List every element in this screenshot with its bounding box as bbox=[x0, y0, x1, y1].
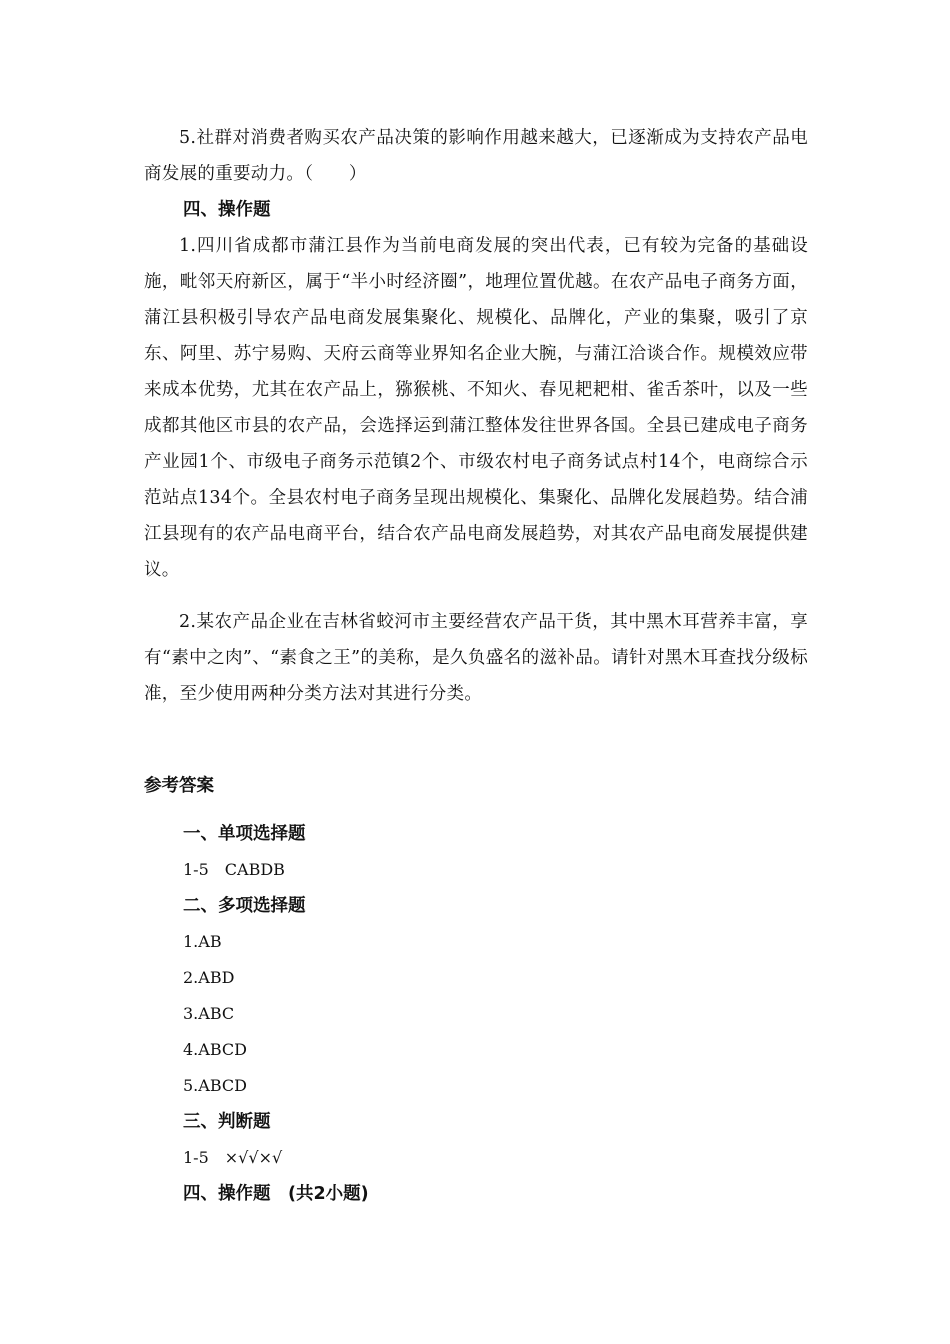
answer-key-title: 参考答案 bbox=[144, 776, 214, 796]
answer-item: 1.AB bbox=[183, 932, 222, 951]
operation-question-1: 1.四川省成都市蒲江县作为当前电商发展的突出代表，已有较为完备的基础设施，毗邻天府新区，属于“半小时经济圈”，地理位置优越。在农产品电子商务方面，蒲江县积极引导农产品电商发展集聚化、规模化、品牌化，产业的集聚，吸引了京东、阿里、苏宁易购、天府云商等业界知名企业大腕，与蒲江洽谈合作。规模效应带来成本优势，尤其在农产品上，猕猴桃、不知火、春见耙耙柑、雀舌茶叶，以及一些成都其他区市县的农产品，会选择运到蒲江整体发往世界各国。全县已建成电子商务产业园1个、市级电子商务示范镇2个、市级农村电子商务试点村14个，电商综合示范站点134个。全县农村电子商务呈现出规模化、集聚化、品牌化发展趋势。结合浦江县现有的农产品电商平台，结合农产品电商发展趋势，对其农产品电商发展提供建议。 bbox=[144, 236, 808, 580]
answer-item: 4.ABCD bbox=[183, 1040, 247, 1059]
section-4-heading: 四、操作题 bbox=[183, 200, 271, 220]
answer-section-4-heading: 四、操作题 (共2小题) bbox=[183, 1184, 369, 1204]
answer-section-2-heading: 二、多项选择题 bbox=[183, 896, 306, 916]
operation-question-2: 2.某农产品企业在吉林省蛟河市主要经营农产品干货，其中黑木耳营养丰富，享有“素中之肉”、“素食之王”的美称，是久负盛名的滋补品。请针对黑木耳查找分级标准，至少使用两种分类方法对其进行分类。 bbox=[144, 612, 808, 704]
answer-item: 2.ABD bbox=[183, 968, 235, 987]
answer-section-1-value: 1-5 CABDB bbox=[183, 860, 285, 879]
answer-item: 3.ABC bbox=[183, 1004, 235, 1023]
answer-section-3-heading: 三、判断题 bbox=[183, 1112, 271, 1132]
answer-section-3-value: 1-5 ×√√×√ bbox=[183, 1148, 283, 1167]
answer-section-1-heading: 一、单项选择题 bbox=[183, 824, 306, 844]
answer-item: 5.ABCD bbox=[183, 1076, 247, 1095]
judge-question-5: 5.社群对消费者购买农产品决策的影响作用越来越大，已逐渐成为支持农产品电商发展的重要动力。（ ） bbox=[144, 128, 808, 184]
